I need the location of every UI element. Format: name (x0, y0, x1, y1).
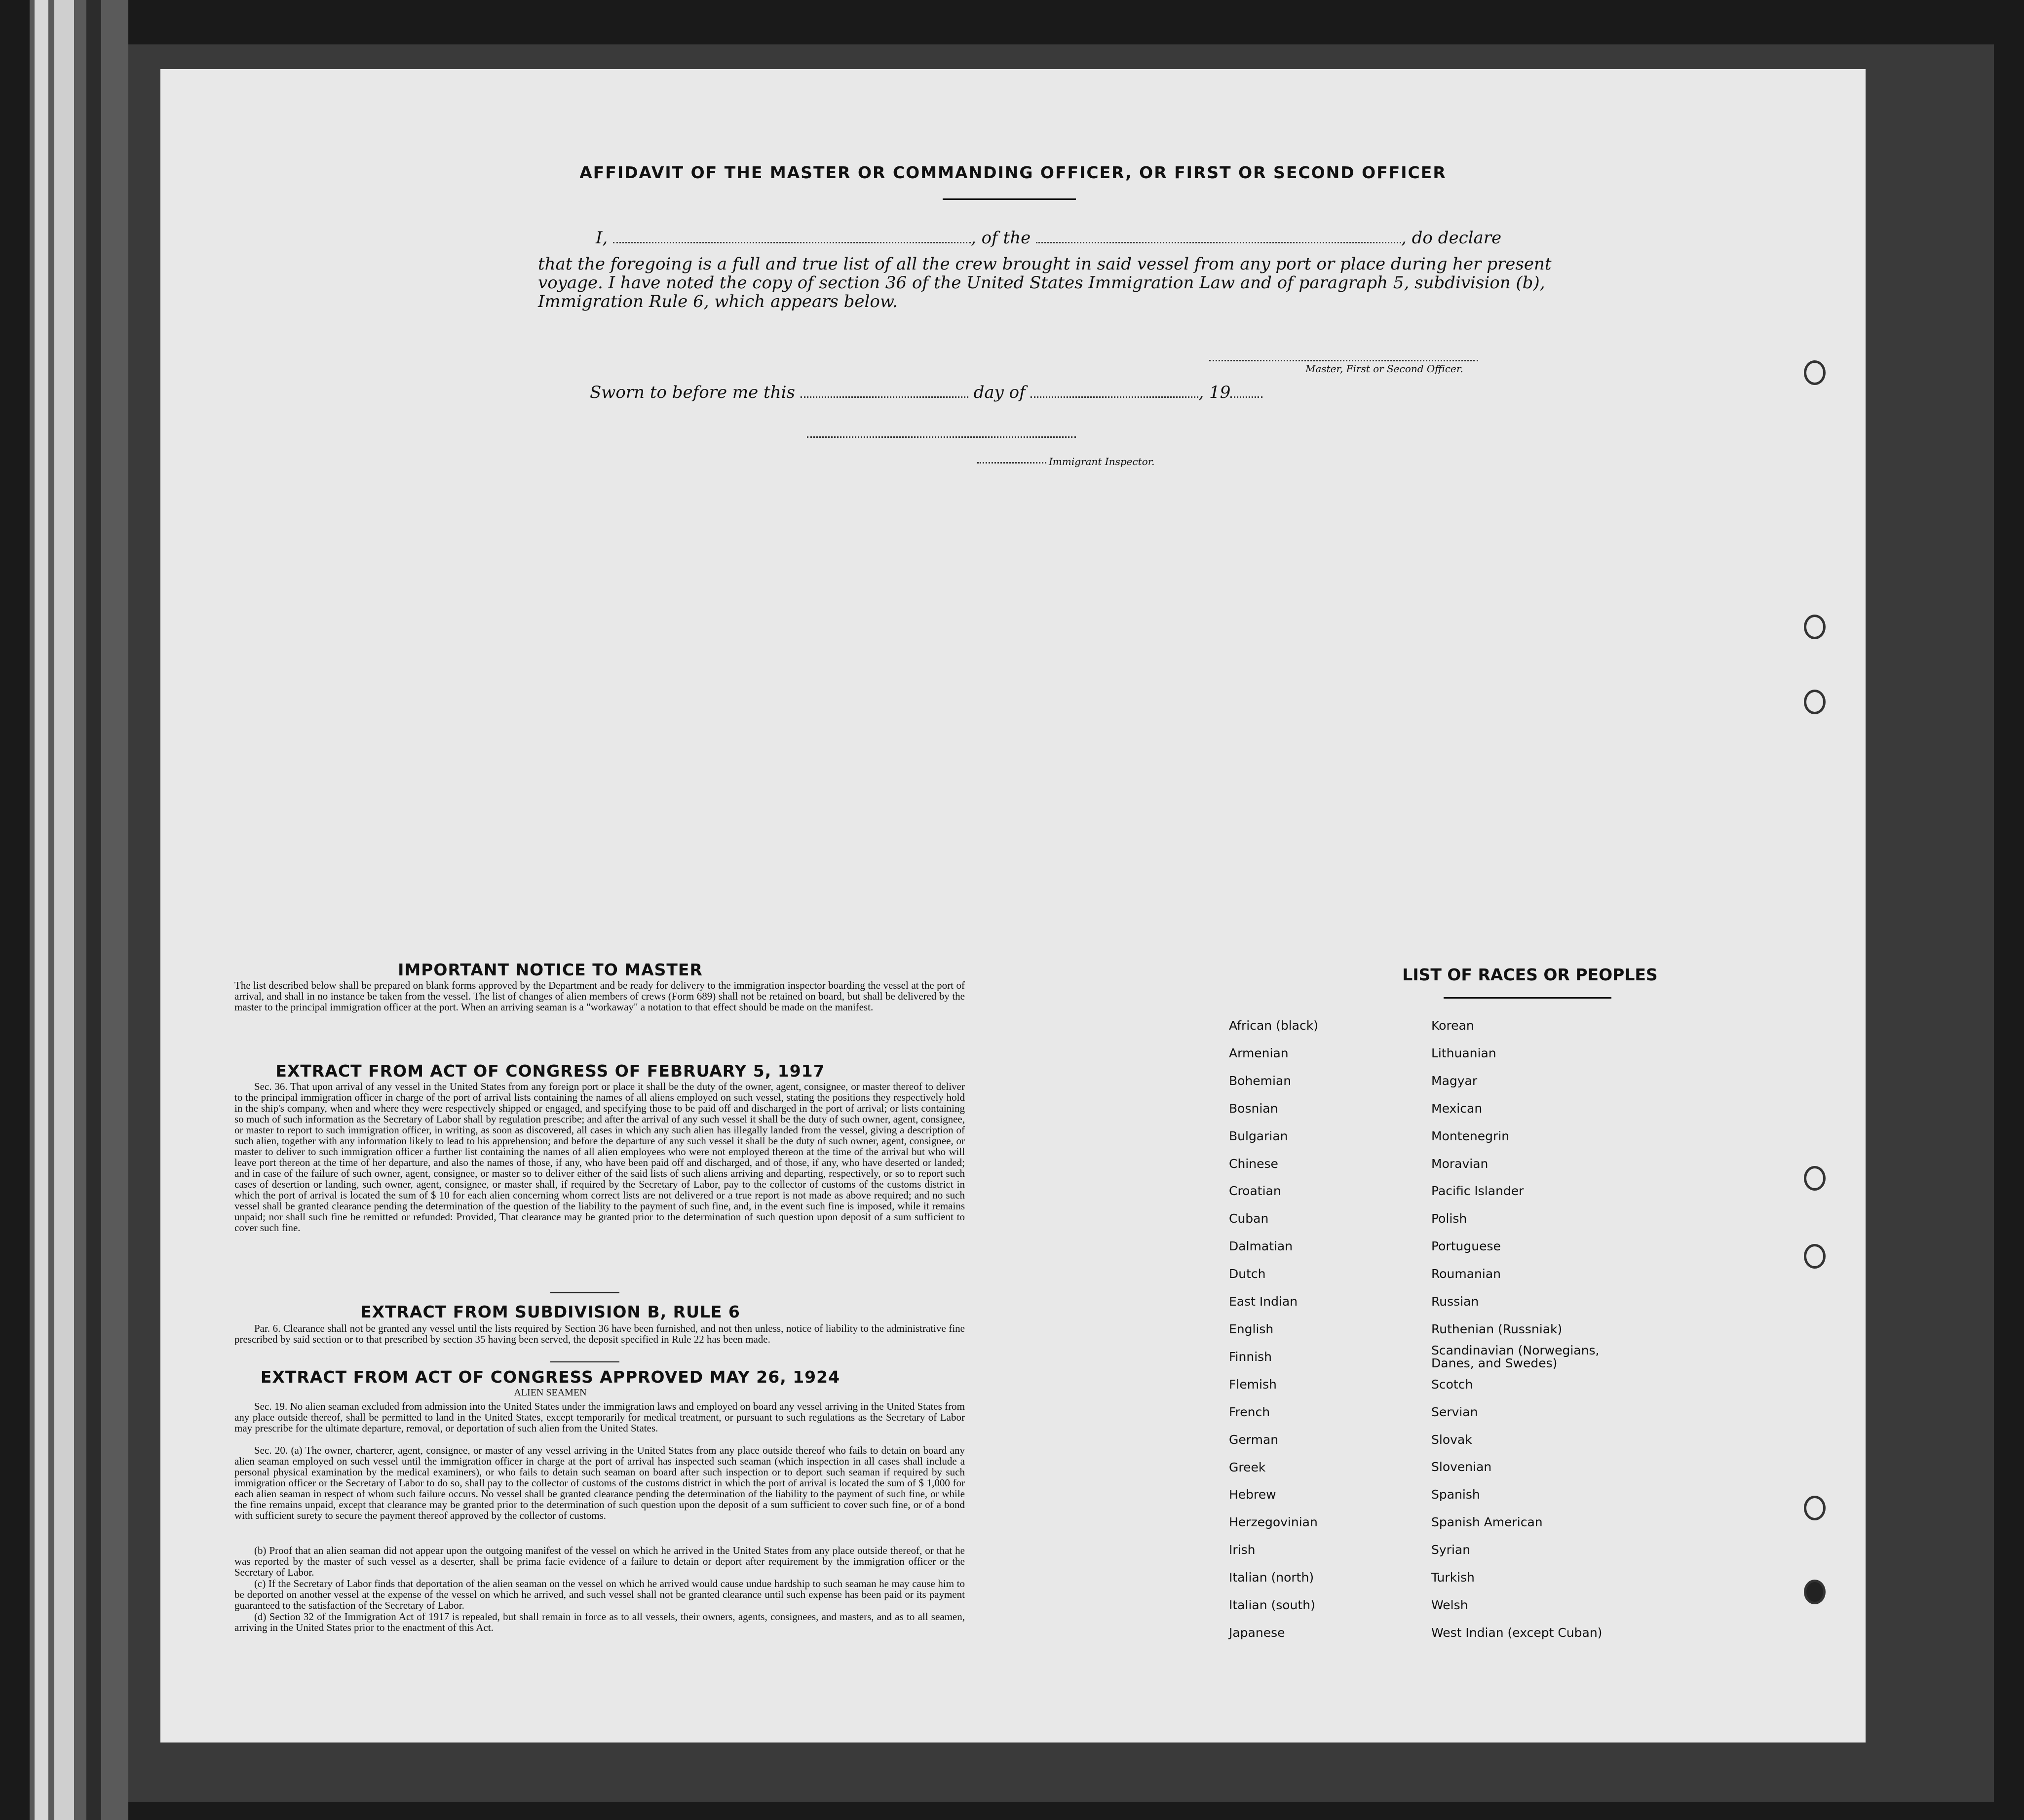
race-item: Spanish (1431, 1487, 1480, 1502)
race-item: Japanese (1229, 1625, 1285, 1640)
punch-hole (1804, 1496, 1826, 1520)
punch-hole (1804, 1166, 1826, 1191)
race-item: German (1229, 1432, 1279, 1447)
affidavit-line-1 (590, 228, 1636, 248)
punch-hole (1804, 690, 1826, 714)
race-item: Polish (1431, 1211, 1467, 1226)
affidavit-title: AFFIDAVIT OF THE MASTER OR COMMANDING OFFICER, OR FIRST OR SECOND OFFICER (579, 163, 1447, 182)
race-item: Cuban (1229, 1211, 1269, 1226)
extract-rule6-title: EXTRACT FROM SUBDIVISION B, RULE 6 (360, 1302, 740, 1321)
extract-1924-sec19: Sec. 19. No alien seaman excluded from admission into the United States under the immigration laws and employed on board any vessel arriving in the United States from any place outside thereof, shall be permitted to land in the United States, except temporarily for medical treatment, or pursuant to such regulations as the Secretary of Labor may prescribe for the ultimate departure, removal, or deportation of such alien from the United States. (234, 1400, 965, 1434)
race-item: Mexican (1431, 1101, 1483, 1116)
page-edge-strip (35, 0, 48, 1820)
sworn-prefix: Sworn to before me this (590, 383, 795, 402)
race-item: Herzegovinian (1229, 1515, 1318, 1530)
race-item: Moravian (1431, 1156, 1489, 1171)
document-page (160, 69, 1866, 1743)
race-item: Bosnian (1229, 1101, 1278, 1116)
sworn-day-of: day of (973, 383, 1026, 402)
punch-hole (1804, 360, 1826, 385)
race-item: Finnish (1229, 1349, 1272, 1364)
race-item: Servian (1431, 1404, 1478, 1419)
extract-1917-title: EXTRACT FROM ACT OF CONGRESS OF FEBRUARY 5, 1917 (275, 1061, 825, 1081)
race-item: Slovenian (1431, 1460, 1492, 1474)
inspector-signature-blank (807, 425, 1076, 438)
extract-1924-title: EXTRACT FROM ACT OF CONGRESS APPROVED MAY 26, 1924 (260, 1367, 840, 1387)
extract-1924-sec20d: (d) Section 32 of the Immigration Act of 1917 is repealed, but shall remain in force as to all vessels, their owners, agents, consignees, and masters, and as to all seamen, arriving in the United States prior to the enactment of this Act. (234, 1611, 965, 1633)
affidavit-line-3: voyage. I have noted the copy of section 36 of the United States Immigration Law and of paragraph 5, subdivision (b), (538, 273, 1545, 293)
title-rule (943, 198, 1076, 200)
extract-1917-text: Sec. 36. That upon arrival of any vessel in the United States from any foreign port or place it shall be the duty of the owner, agent, consignee, or master thereof to deliver to the principal immigration officer in charge of the port of arrival lists containing the names of all aliens employed on such vessel, stating the positions they respectively hold in the ship's company, when and where they were respectively shipped or engaged, and specifying those to be paid off and discharged in the port of arrival; or lists containing so much of such information as the Secretary of Labor shall by regulation prescribe; and after the arrival of any such vessel it shall be the duty of such owner, agent, consignee, or master to report to such immigration officer, in writing, as soon as discovered, all cases in which any such alien has illegally landed from the vessel, giving a description of such alien, together with any information likely to lead to his apprehension; and before the departure of any such vessel it shall be the duty of such owner, agent, consignee, or master to deliver to such immigration officer a further list containing the names of all alien employees who were not employed thereon at the time of the arrival but who will leave port thereon at the time of her departure, and also the names of those, if any, who have been paid off and discharged, and of those, if any, who have deserted or landed; and in case of the failure of such owner, agent, consignee, or master so to deliver either of the said lists of such aliens arriving and departing, respectively, or so to report such cases of desertion or landing, such owner, agent, consignee, or master shall, if required by the Secretary of Labor, pay to the collector of customs of the customs district in which the port of arrival is located the sum of $ 10 for each alien concerning whom correct lists are not delivered or a true report is not made as above required; and no such vessel shall be granted clearance pending the determination of the question of the liability to the payment of such fine, and, in the event such fine is imposed, while it remains unpaid; nor shall such fine be remitted or refunded: Provided, That clearance may be granted prior to the determination of such question upon deposit of a sum sufficient to cover such fine. (234, 1081, 965, 1234)
extract-rule6-text: Par. 6. Clearance shall not be granted any vessel until the lists required by Section 36 have been furnished, and not then unless, notice of liability to the administrative fine prescribed by said section or to that prescribed by section 35 having been served, the deposit specified in Rule 22 has been made. (234, 1322, 965, 1345)
sworn-line (590, 383, 1262, 402)
inspector-blank (977, 454, 1046, 464)
signature-caption: Master, First or Second Officer. (1305, 363, 1463, 375)
race-item: Armenian (1229, 1046, 1289, 1060)
sworn-day-blank (801, 385, 968, 398)
extract-1924-subtitle: ALIEN SEAMEN (514, 1387, 587, 1398)
race-item: West Indian (except Cuban) (1431, 1625, 1603, 1640)
extract-1924-sec20c: (c) If the Secretary of Labor finds that deportation of the alien seaman on the vessel on which he arrived would cause undue hardship to such seaman he may cause him to be deported on another vessel at the expense of the vessel on which he arrived, and such vessel shall not be granted clearance until such expense has been paid or its payment guaranteed to the satisfaction of the Secretary of Labor. (234, 1578, 965, 1611)
race-item: Ruthenian (Russniak) (1431, 1321, 1563, 1336)
race-item: Italian (north) (1229, 1570, 1314, 1585)
race-item: French (1229, 1404, 1270, 1419)
race-item: Russian (1431, 1294, 1479, 1309)
affidavit-line-2: that the foregoing is a full and true list of all the crew brought in said vessel from any port or place during her present (538, 254, 1552, 274)
race-item: Spanish American (1431, 1515, 1543, 1530)
extract-1924-sec20b: (b) Proof that an alien seaman did not appear upon the outgoing manifest of the vessel on which he arrived in the United States from any place outside thereof, or that he was reported by the master of such vessel as a deserter, shall be prima facie evidence of a failure to detain or deport after requirement by the immigration officer or the Secretary of Labor. (234, 1545, 965, 1578)
race-item: Hebrew (1229, 1487, 1276, 1502)
race-item: Portuguese (1431, 1239, 1501, 1254)
race-item: Flemish (1229, 1377, 1277, 1392)
page-edge-strip (54, 0, 74, 1820)
race-item: Bohemian (1229, 1073, 1292, 1088)
race-item: Slovak (1431, 1432, 1472, 1447)
race-item: Roumanian (1431, 1267, 1501, 1281)
race-item: Welsh (1431, 1598, 1468, 1613)
race-item: Montenegrin (1431, 1128, 1510, 1143)
affidavit-i: I, (596, 228, 608, 248)
extract-1924-sec20a: Sec. 20. (a) The owner, charterer, agent, consignee, or master of any vessel arriving in the United States from any place outside thereof who fails to detain on board any alien seaman employed on such vessel until the immigration officer in charge at the port of arrival has inspected such seaman (which inspection in all cases shall include a personal physical examination by the medical examiners), or who fails to detain such seaman on board after such inspection or to deport such seaman if required by such immigration officer or the Secretary of Labor to do so, shall pay to the collector of customs of the customs district in which the port of arrival is located the sum of $ 1,000 for each alien seaman in respect of whom such failure occurs. No vessel shall be granted clearance pending the determination of the liability to the payment of such fine, or while the fine remains unpaid, except that clearance may be granted prior to the determination of such question upon the deposit of a sum sufficient to cover such fine, or of a bond with sufficient surety to secure the payment thereof approved by the collector of customs. (234, 1444, 965, 1521)
race-item: Italian (south) (1229, 1598, 1315, 1613)
race-item: Korean (1431, 1018, 1474, 1033)
inspector-caption: Immigrant Inspector. (1049, 456, 1155, 467)
race-item: Scandinavian (Norwegians, Danes, and Swedes) (1431, 1343, 1600, 1370)
race-item: Croatian (1229, 1184, 1281, 1199)
races-title: LIST OF RACES OR PEOPLES (1402, 965, 1658, 984)
punch-hole (1804, 1244, 1826, 1269)
race-item: East Indian (1229, 1294, 1298, 1309)
page-edge-shadow (86, 0, 101, 1820)
section-rule (550, 1292, 619, 1293)
race-item: English (1229, 1321, 1274, 1336)
notice-title: IMPORTANT NOTICE TO MASTER (398, 960, 703, 979)
sworn-year-blank (1230, 385, 1262, 398)
race-item: Greek (1229, 1460, 1266, 1474)
race-item: Turkish (1431, 1570, 1475, 1585)
affidavit-declare: , do declare (1401, 228, 1502, 248)
race-item: Pacific Islander (1431, 1184, 1524, 1199)
affidavit-line-4: Immigration Rule 6, which appears below. (538, 292, 898, 311)
race-item: Chinese (1229, 1156, 1278, 1171)
race-item: Scotch (1431, 1377, 1473, 1392)
notice-text: The list described below shall be prepared on blank forms approved by the Department and be ready for delivery to the immigration inspector boarding the vessel at the port of arrival, and shall in no instance be taken from the vessel. The list of changes of alien members of crews (Form 689) shall not be retained on board, but shall be delivered by the master to the principal immigration officer at the port. When an arriving seaman is a "workaway" a notation to that effect should be made on the manifest. (234, 979, 965, 1013)
race-item: Dalmatian (1229, 1239, 1293, 1254)
race-item: Syrian (1431, 1543, 1471, 1557)
race-item: Dutch (1229, 1267, 1266, 1281)
sworn-year: , 19 (1198, 383, 1231, 402)
races-rule (1444, 997, 1611, 999)
punch-hole (1804, 615, 1826, 639)
sworn-month-blank (1031, 385, 1198, 398)
races-column-2 (1431, 1012, 1619, 1647)
affidavit-of-the: , of the (971, 228, 1031, 248)
races-column-1 (1229, 1012, 1318, 1647)
race-item: Magyar (1431, 1073, 1478, 1088)
name-blank (613, 230, 971, 243)
section-rule (550, 1361, 619, 1362)
vessel-blank (1036, 230, 1401, 243)
race-item: Irish (1229, 1543, 1256, 1557)
race-item: Bulgarian (1229, 1128, 1288, 1143)
punch-hole (1804, 1580, 1826, 1604)
signature-blank (1209, 348, 1478, 361)
race-item: African (black) (1229, 1018, 1318, 1033)
race-item: Lithuanian (1431, 1046, 1496, 1060)
